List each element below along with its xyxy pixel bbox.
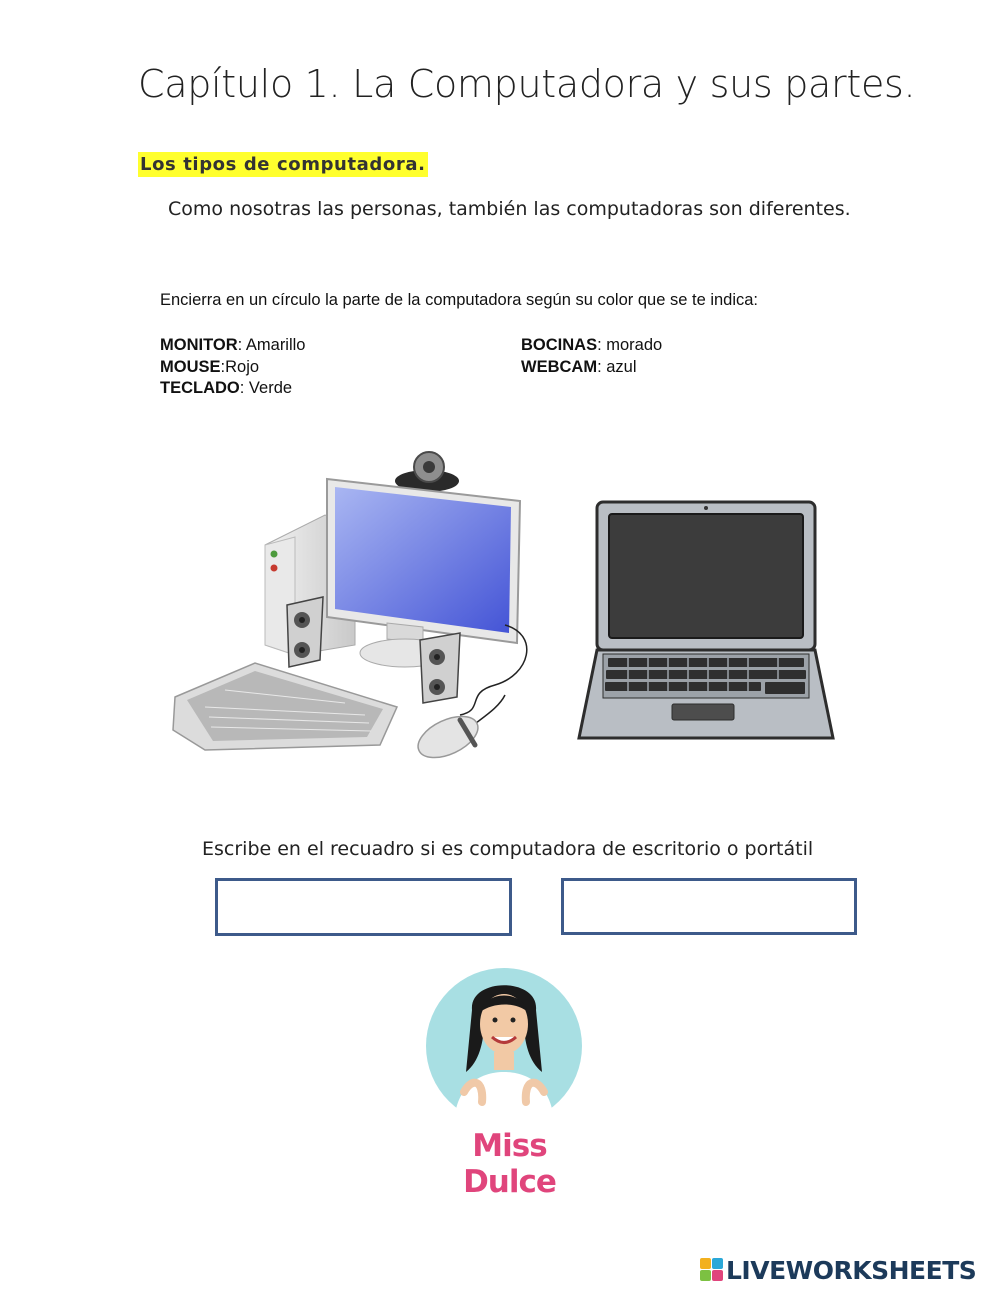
legend-item: TECLADO: Verde xyxy=(160,379,293,397)
keyboard xyxy=(173,663,397,750)
answer-box-desktop[interactable] xyxy=(215,878,512,936)
desktop-computer-illustration[interactable] xyxy=(165,445,545,775)
avatar-logo xyxy=(424,962,584,1127)
liveworksheets-brand xyxy=(700,1254,976,1286)
laptop-illustration[interactable] xyxy=(575,500,837,745)
speaker-right xyxy=(420,633,460,703)
answer-box-laptop[interactable] xyxy=(561,878,857,935)
brand-text: LIVEWORKSHEETS xyxy=(726,1255,977,1285)
legend-column-2 xyxy=(521,335,662,378)
instruction-text: Encierra en un círculo la parte de la computadora según su color que se te indica: xyxy=(160,291,759,309)
page-title: Capítulo 1. La Computadora y sus partes. xyxy=(138,62,916,106)
intro-text: Como nosotras las personas, también las computadoras son diferentes. xyxy=(168,198,851,220)
section-subtitle: Los tipos de computadora. xyxy=(140,154,426,175)
legend-column-1 xyxy=(160,335,306,400)
webcam xyxy=(395,452,459,492)
write-instruction: Escribe en el recuadro si es computadora de escritorio o portátil xyxy=(202,838,814,860)
liveworksheets-logo-icon xyxy=(700,1258,724,1282)
legend-item: BOCINAS: morado xyxy=(521,336,663,354)
logo-text: Miss Dulce xyxy=(463,1128,556,1200)
mouse xyxy=(412,708,484,766)
speaker-left xyxy=(287,597,323,667)
legend-item: MONITOR: Amarillo xyxy=(160,336,306,354)
legend-item: WEBCAM: azul xyxy=(521,357,637,376)
legend-item: MOUSE:Rojo xyxy=(160,357,260,376)
